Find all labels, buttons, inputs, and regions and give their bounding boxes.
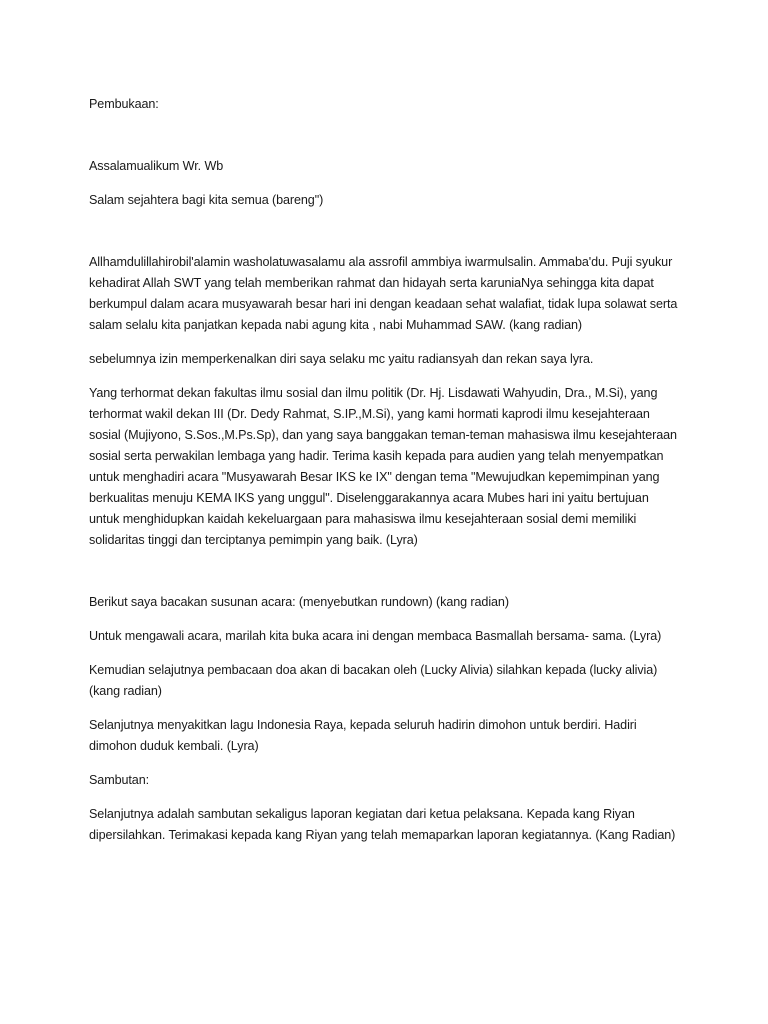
paragraph-opening-prayer: Allhamdulillahirobil'alamin washolatuwasalamu ala assrofil ammbiya iwarmulsalin. Ammaba'du. Puji syukur kehadirat Allah SWT yang telah memberikan rahmat dan hidayah serta karuniaNya sehingga kita dapat berkumpul dalam acara musyawarah besar hari ini dengan keadaan sehat walafiat, tidak lupa solawat serta salam selalu kita panjatkan kepada nabi agung kita , nabi Muhammad SAW. (kang radian)	[89, 255, 678, 332]
paragraph-doa: Kemudian selajutnya pembacaan doa akan di bacakan oleh (Lucky Alivia) silahkan kepada (lucky alivia) (kang radian)	[89, 663, 658, 698]
paragraph-salam: Salam sejahtera bagi kita semua (bareng")	[89, 193, 324, 207]
document-body	[89, 94, 679, 846]
paragraph-basmallah: Untuk mengawali acara, marilah kita buka acara ini dengan membaca Basmallah bersama- sama. (Lyra)	[89, 629, 662, 643]
paragraph-honored-guests: Yang terhormat dekan fakultas ilmu sosial dan ilmu politik (Dr. Hj. Lisdawati Wahyudin, Dra., M.Si), yang terhormat wakil dekan III (Dr. Dedy Rahmat, S.IP.,M.Si), yang kami hormati kaprodi ilmu kesejahteraan sosial (Mujiyono, S.Sos.,M.Ps.Sp), dan yang saya banggakan teman-teman mahasiswa ilmu kesejahteraan sosial serta perwakilan lembaga yang hadir. Terima kasih kepada para audien yang telah menyempatkan untuk menghadiri acara "Musyawarah Besar IKS ke IX" dengan tema "Mewujudkan kepemimpinan yang berkualitas menuju KEMA IKS yang unggul". Diselenggarakannya acara Mubes hari ini yaitu bertujuan untuk menghidupkan kaidah kekeluargaan para mahasiswa ilmu kesejahteraan sosial demi memiliki solidaritas tinggi dan terciptanya pemimpin yang baik. (Lyra)	[89, 386, 677, 547]
paragraph-rundown: Berikut saya bacakan susunan acara: (menyebutkan rundown) (kang radian)	[89, 595, 509, 609]
paragraph-sambutan-ketua: Selanjutnya adalah sambutan sekaligus laporan kegiatan dari ketua pelaksana. Kepada kang Riyan dipersilahkan. Terimakasi kepada kang Riyan yang telah memaparkan laporan kegiatannya. (Kang Radian)	[89, 807, 676, 842]
paragraph-greeting: Assalamualikum Wr. Wb	[89, 159, 224, 173]
paragraph-indonesia-raya: Selanjutnya menyakitkan lagu Indonesia Raya, kepada seluruh hadirin dimohon untuk berdiri. Hadiri dimohon duduk kembali. (Lyra)	[89, 718, 637, 753]
heading-pembukaan: Pembukaan:	[89, 97, 159, 111]
heading-sambutan: Sambutan:	[89, 773, 150, 787]
paragraph-introduction: sebelumnya izin memperkenalkan diri saya selaku mc yaitu radiansyah dan rekan saya lyra.	[89, 352, 594, 366]
